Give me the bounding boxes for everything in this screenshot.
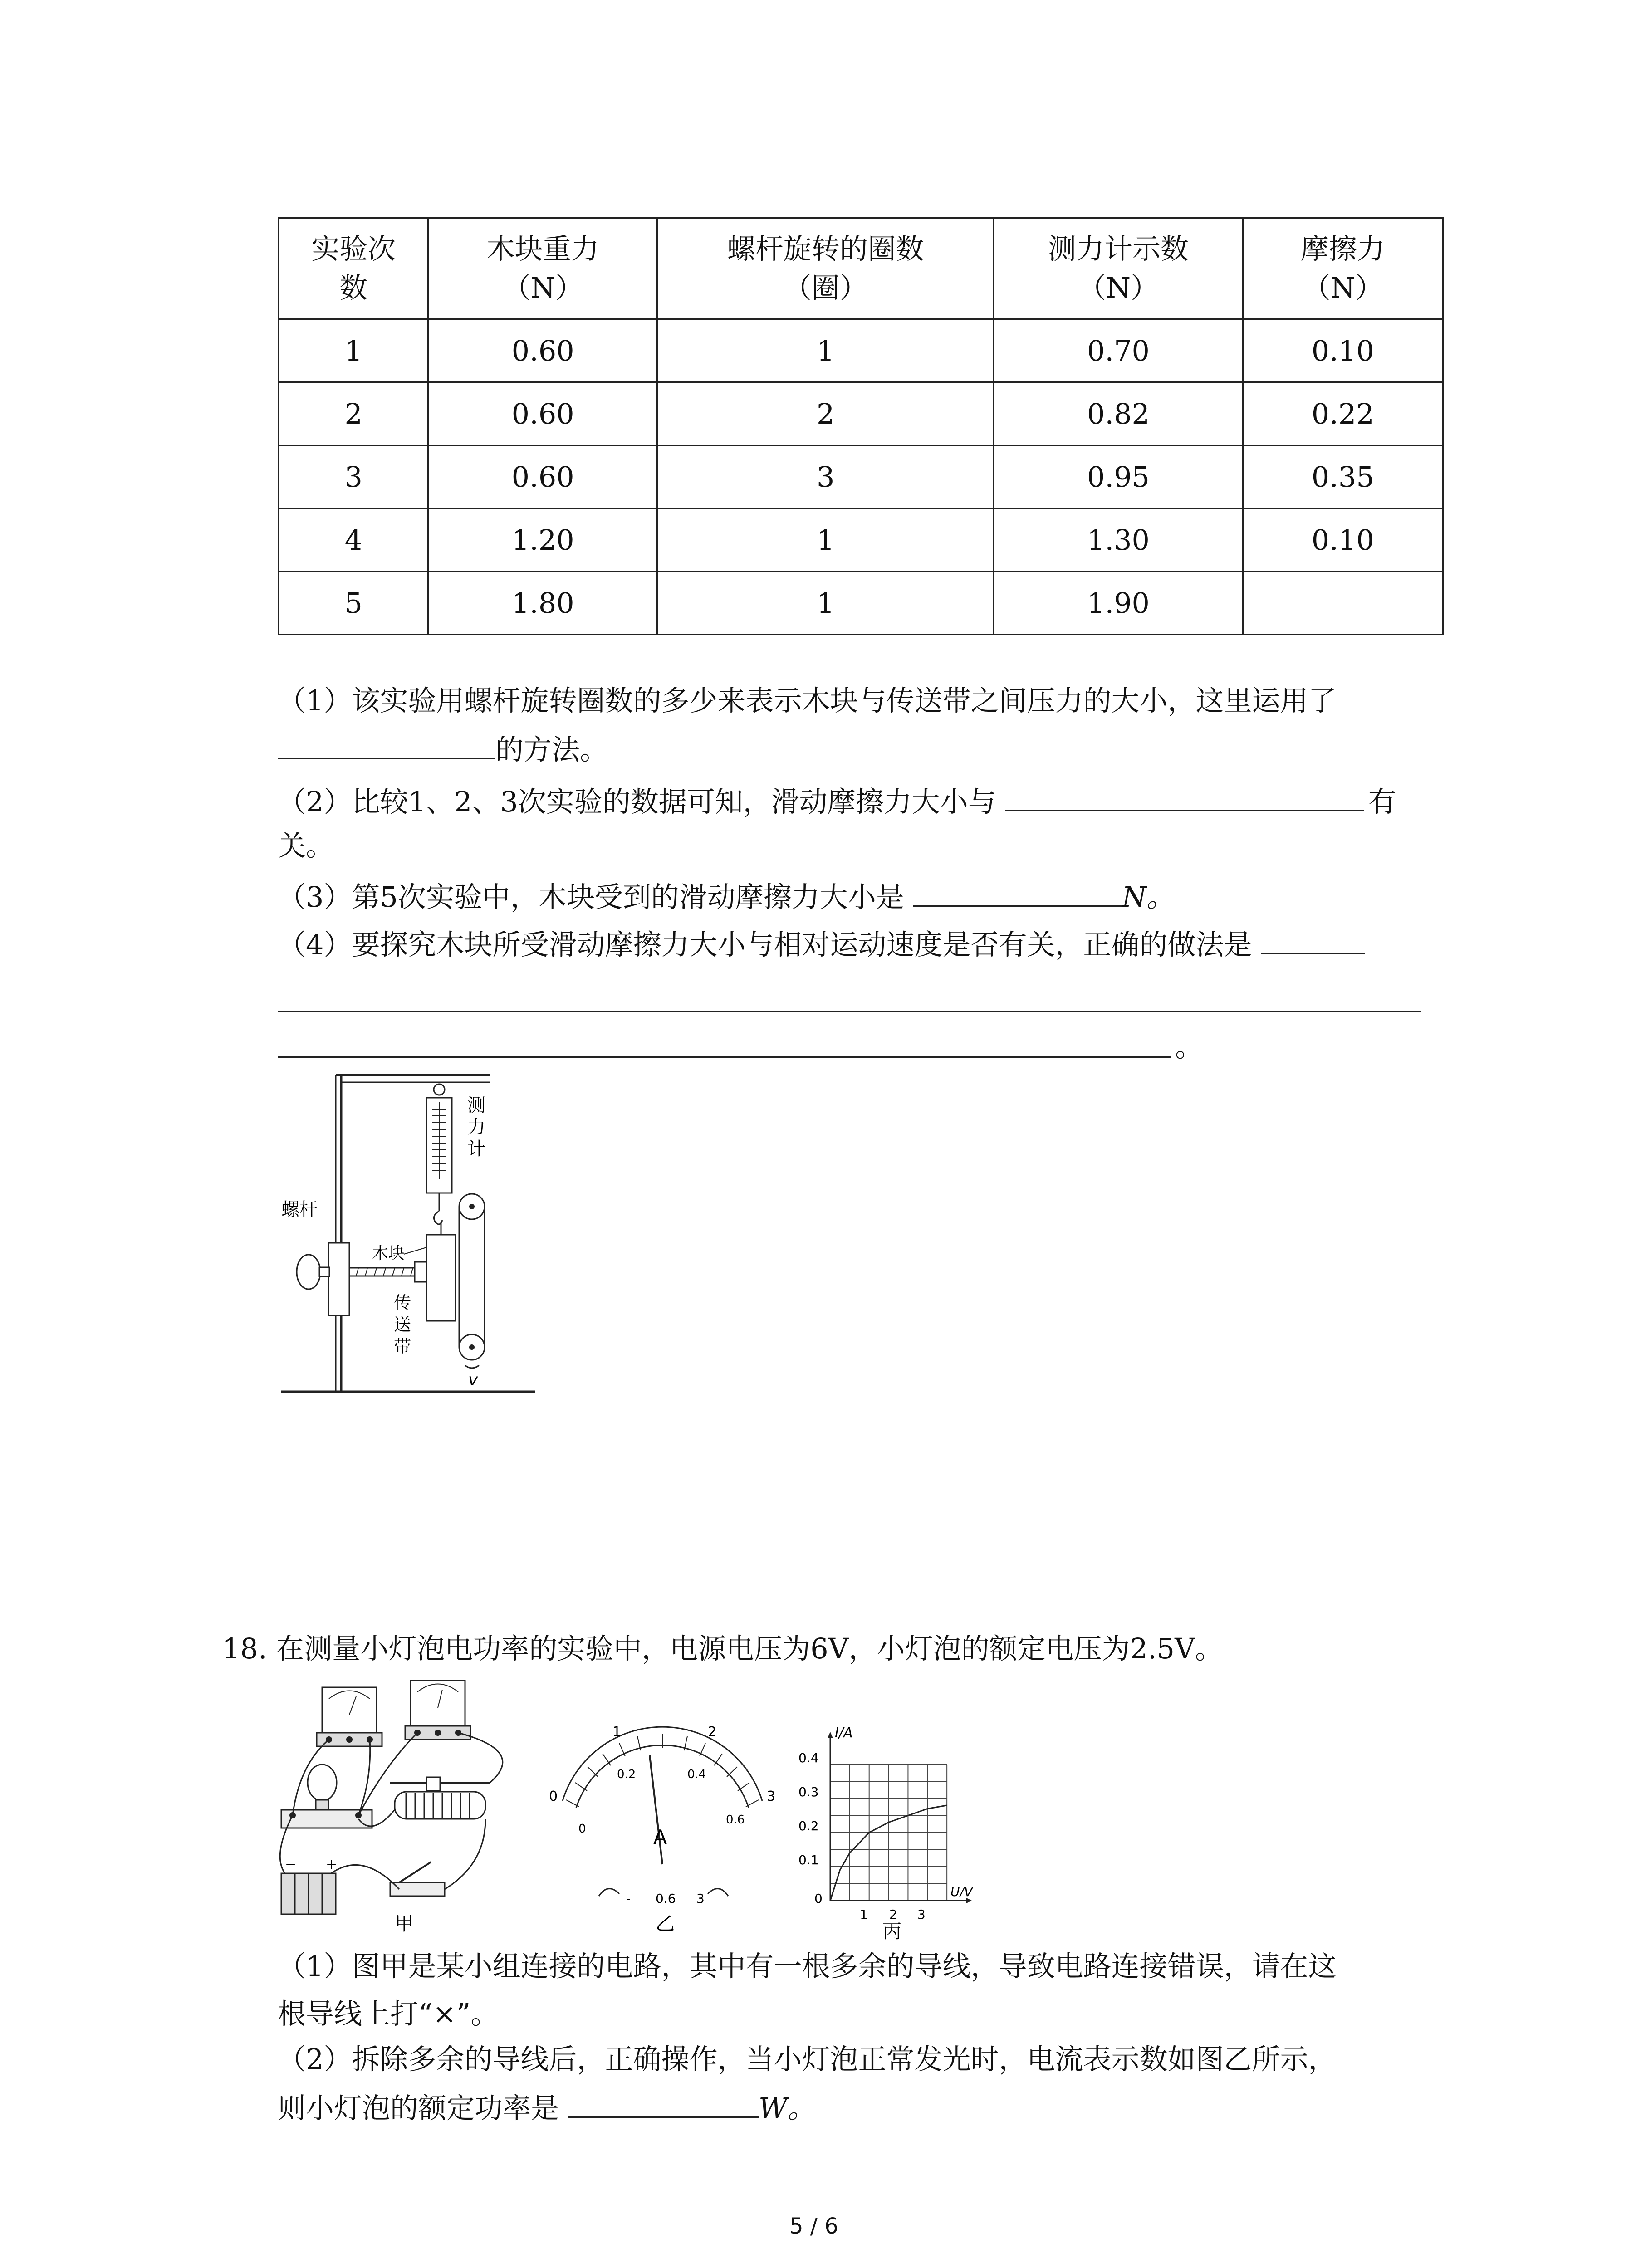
answer-blank[interactable]: [913, 878, 1122, 907]
header-text: 实验次: [311, 232, 396, 265]
belt-axle-bottom: [469, 1344, 475, 1350]
table-cell: 2: [279, 382, 428, 445]
circuit-figure-jia: [272, 1674, 526, 1932]
header-cell: [279, 218, 428, 319]
scale-ring: [434, 1084, 445, 1095]
q18-part2-unit: W。: [759, 2092, 816, 2125]
dial-inner-arc: [576, 1745, 749, 1808]
label-screw: 螺杆: [281, 1199, 318, 1220]
data-table: [278, 217, 1444, 635]
table-cell: 4: [279, 508, 428, 572]
table-cell: 3: [279, 445, 428, 508]
q17-part1-line2: [278, 730, 608, 768]
header-text: （N）: [502, 271, 583, 304]
dial-upper-1: 1: [612, 1724, 622, 1740]
battery-plus: +: [326, 1857, 338, 1872]
q17-part4-line1: [278, 925, 1365, 963]
q17-part1-tail: 的方法。: [495, 733, 608, 766]
switch-lever: [399, 1862, 431, 1882]
belt-axle-top: [469, 1204, 475, 1209]
belt-motion-arrow: [465, 1365, 479, 1368]
header-cell: [657, 218, 994, 319]
dial-letter-a: A: [653, 1826, 667, 1849]
table-row: [279, 382, 1443, 445]
label-belt-1: 传: [394, 1293, 411, 1313]
dial-upper-3: 3: [767, 1789, 776, 1804]
header-text: 螺杆旋转的圈数: [727, 232, 924, 265]
page-number: 5 / 6: [789, 2214, 838, 2239]
screw-knob-neck: [319, 1267, 329, 1276]
scale-hook: [434, 1211, 442, 1224]
y-tick-02: 0.2: [798, 1818, 819, 1833]
q18-part1-line1: （1）图甲是某小组连接的电路，其中有一根多余的导线，导致电路连接错误，请在这: [278, 1950, 1337, 1983]
table-row: [279, 319, 1443, 382]
ammeter-device: [411, 1681, 465, 1726]
q17-part2-text: （2）比较1、2、3次实验的数据可知，滑动摩擦力大小与: [278, 785, 996, 818]
header-text: 测力计示数: [1048, 232, 1189, 265]
table-cell: 0.10: [1243, 508, 1443, 572]
battery-minus: −: [285, 1857, 297, 1872]
iu-graph-figure-bing: [789, 1724, 980, 1941]
table-cell: 0.82: [994, 382, 1243, 445]
terminal-wire-left: [599, 1889, 619, 1896]
table-header-row: [279, 218, 1443, 319]
y-axis-label: I/A: [835, 1725, 853, 1741]
screw-knob: [297, 1255, 320, 1289]
table-row: [279, 445, 1443, 508]
table-cell: 1: [657, 508, 994, 572]
table-cell: 0.35: [1243, 445, 1443, 508]
table-cell: 3: [657, 445, 994, 508]
q17-part3: [278, 878, 1175, 915]
dial-lower-2: 0.4: [687, 1768, 706, 1781]
answer-blank[interactable]: [278, 730, 495, 759]
table-cell: 1.80: [428, 572, 657, 635]
header-text: 数: [339, 271, 368, 304]
ammeter-terminal: [435, 1730, 441, 1736]
dial-lower-0: 0: [578, 1822, 586, 1836]
header-cell: [428, 218, 657, 319]
label-meter-1: 测: [467, 1095, 485, 1116]
x-tick-3: 3: [917, 1907, 926, 1922]
answer-line[interactable]: [278, 1011, 1421, 1012]
x-tick-2: 2: [889, 1907, 897, 1922]
table-cell: 0.60: [428, 319, 657, 382]
dial-upper-2: 2: [708, 1724, 717, 1740]
table-cell: 1: [279, 319, 428, 382]
label-bing: 丙: [882, 1920, 902, 1941]
dial-upper-0: 0: [549, 1789, 558, 1804]
q18-part2-line1: （2）拆除多余的导线后，正确操作，当小灯泡正常发光时，电流表示数如图乙所示，: [278, 2043, 1337, 2076]
q17-part2-line1: [278, 782, 1396, 820]
q18-part1-line2: 根导线上打“×”。: [278, 1997, 499, 2030]
q17-part4-end: 。: [1175, 1030, 1204, 1063]
ammeter-dial-figure-yi: [544, 1715, 780, 1932]
q18-part2-text: 则小灯泡的额定功率是: [278, 2092, 559, 2125]
terminal-3: 3: [696, 1891, 705, 1906]
y-tick-0: 0: [814, 1891, 823, 1906]
q17-part2-tail: 有: [1368, 785, 1396, 818]
y-tick-01: 0.1: [798, 1853, 819, 1867]
answer-blank[interactable]: [1261, 925, 1365, 954]
label-meter-2: 力: [467, 1117, 485, 1138]
label-yi: 乙: [656, 1912, 675, 1932]
q18-title: 18. 在测量小灯泡电功率的实验中，电源电压为6V，小灯泡的额定电压为2.5V。: [222, 1632, 1223, 1665]
q17-part4-text: （4）要探究木块所受滑动摩擦力大小与相对运动速度是否有关，正确的做法是: [278, 928, 1252, 961]
header-text: 木块重力: [486, 232, 599, 265]
label-v: v: [468, 1371, 478, 1389]
table-cell: 1: [657, 319, 994, 382]
header-text: （N）: [1078, 271, 1159, 304]
table-row: [279, 572, 1443, 635]
table-cell: 1.20: [428, 508, 657, 572]
table-cell: 1.30: [994, 508, 1243, 572]
pole-clamp: [328, 1243, 349, 1315]
friction-apparatus-figure: [272, 1066, 544, 1402]
table-cell: 1.90: [994, 572, 1243, 635]
label-jia: 甲: [395, 1912, 414, 1932]
terminal-wire-right: [708, 1889, 728, 1896]
voltmeter: [322, 1687, 377, 1733]
dial-ticks: [566, 1734, 759, 1807]
label-belt-3: 带: [394, 1336, 411, 1356]
wooden-block: [426, 1235, 456, 1321]
y-axis-arrow: [828, 1732, 833, 1738]
q17-part1-line1: （1）该实验用螺杆旋转圈数的多少来表示木块与传送带之间压力的大小，这里运用了: [278, 684, 1337, 717]
q17-part3-unit: N。: [1122, 880, 1175, 914]
table-cell: [1243, 572, 1443, 635]
header-cell: [994, 218, 1243, 319]
table-cell: 0.10: [1243, 319, 1443, 382]
y-tick-04: 0.4: [798, 1750, 819, 1765]
label-belt-2: 送: [394, 1315, 411, 1334]
label-block: 木块: [372, 1244, 405, 1263]
label-meter-3: 计: [467, 1139, 485, 1159]
rheostat-slider: [426, 1777, 440, 1791]
q17-part2-line2: 关。: [278, 829, 334, 862]
table-cell: 0.60: [428, 445, 657, 508]
screw-pad: [415, 1262, 426, 1282]
label-block-leader: [404, 1247, 426, 1254]
terminal-neg: -: [626, 1891, 631, 1906]
header-cell: [1243, 218, 1443, 319]
header-text: （N）: [1302, 271, 1383, 304]
rheostat-coil: [395, 1792, 485, 1819]
x-axis-label: U/V: [950, 1884, 973, 1899]
table-row: [279, 508, 1443, 572]
table-cell: 0.22: [1243, 382, 1443, 445]
graph-grid: [830, 1765, 947, 1901]
answer-blank[interactable]: [1005, 782, 1364, 811]
table-cell: 1: [657, 572, 994, 635]
q17-part3-text: （3）第5次实验中，木块受到的滑动摩擦力大小是: [278, 880, 904, 914]
x-tick-1: 1: [860, 1907, 868, 1922]
header-text: （圈）: [783, 271, 868, 304]
table-cell: 0.95: [994, 445, 1243, 508]
q18-part2-line2: [278, 2089, 816, 2126]
y-tick-03: 0.3: [798, 1784, 819, 1799]
dial-lower-3: 0.6: [726, 1813, 745, 1827]
answer-blank[interactable]: [568, 2089, 759, 2118]
table-cell: 2: [657, 382, 994, 445]
dial-lower-1: 0.2: [617, 1768, 636, 1781]
header-text: 摩擦力: [1300, 232, 1385, 265]
table-cell: 0.60: [428, 382, 657, 445]
answer-line[interactable]: [278, 1056, 1171, 1058]
terminal-06: 0.6: [656, 1891, 676, 1906]
light-bulb: [308, 1765, 337, 1801]
voltmeter-terminal: [346, 1736, 353, 1743]
table-cell: 5: [279, 572, 428, 635]
table-cell: 0.70: [994, 319, 1243, 382]
